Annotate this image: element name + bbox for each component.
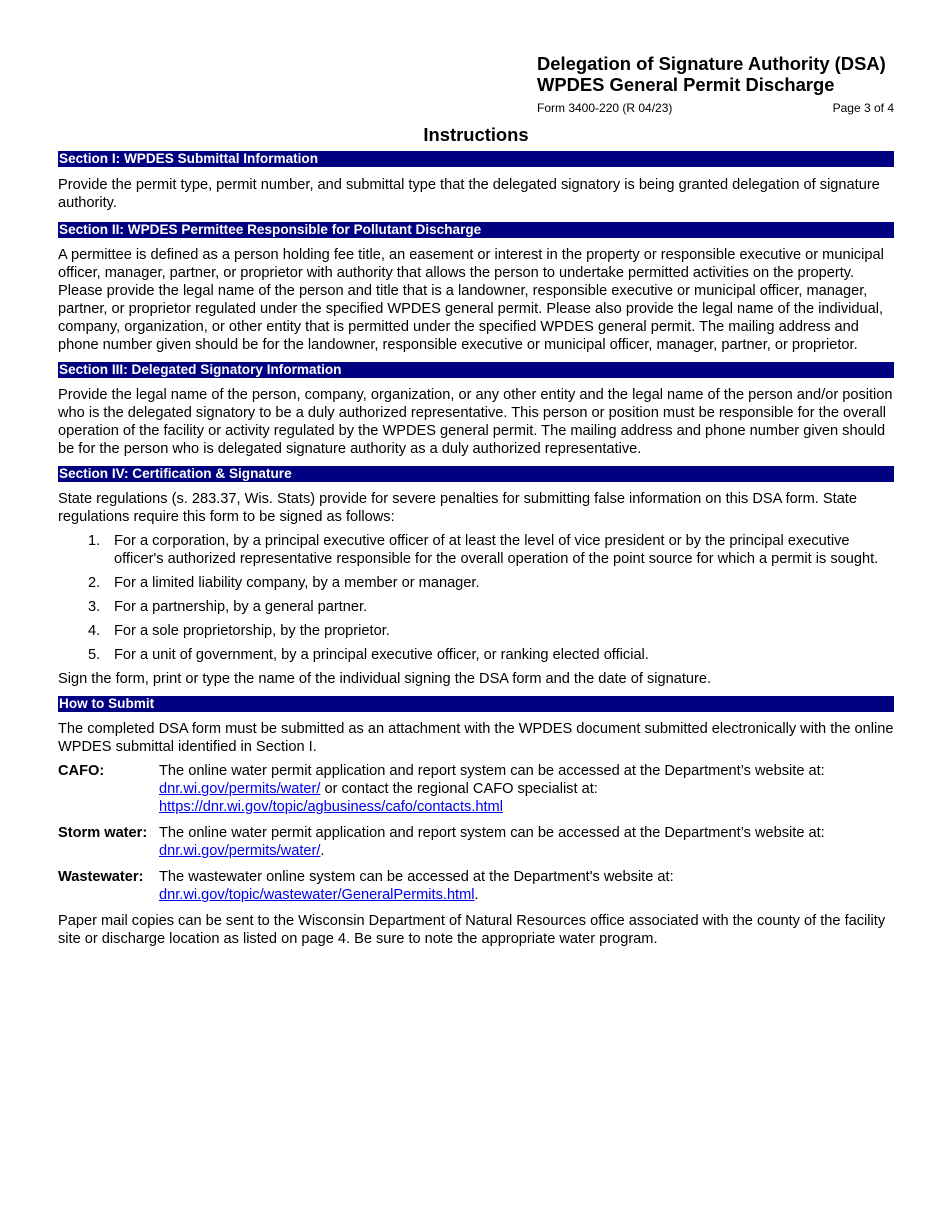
list-item-text: For a unit of government, by a principal executive officer, or ranking elected official. bbox=[114, 647, 649, 663]
list-item bbox=[58, 574, 894, 592]
cafo-contact-text: or contact the regional CAFO specialist at: bbox=[320, 781, 598, 797]
cafo-row bbox=[58, 762, 894, 816]
storm-water-label: Storm water: bbox=[58, 825, 148, 841]
list-item-number: 3. bbox=[88, 599, 101, 615]
page-number: Page 3 of 4 bbox=[832, 101, 894, 115]
section4-intro: State regulations (s. 283.37, Wis. Stats) provide for severe penalties for submitting false information on this DSA form. State regulations require this form to be signed as follows: bbox=[58, 491, 857, 525]
form-title-line2: WPDES General Permit Discharge bbox=[537, 74, 835, 95]
instructions-heading: Instructions bbox=[423, 124, 529, 145]
list-item-number: 2. bbox=[88, 575, 101, 591]
form-meta bbox=[537, 101, 894, 115]
signature-requirements-list bbox=[58, 532, 894, 664]
cafo-contacts-link[interactable]: https://dnr.wi.gov/topic/agbusiness/cafo/contacts.html bbox=[159, 799, 503, 815]
wastewater-text bbox=[159, 868, 894, 904]
form-title-line1: Delegation of Signature Authority (DSA) bbox=[537, 53, 886, 74]
wastewater-description: The wastewater online system can be accessed at the Department's website at: bbox=[159, 869, 674, 885]
list-item-text: For a limited liability company, by a member or manager. bbox=[114, 575, 480, 591]
form-header bbox=[537, 53, 894, 115]
list-item-text: For a sole proprietorship, by the proprietor. bbox=[114, 623, 390, 639]
section1-bar: Section I: WPDES Submittal Information bbox=[58, 151, 894, 167]
section3-text: Provide the legal name of the person, company, organization, or any other entity and the legal name of the person and/or position who is the delegated signatory to be a duly authorized representative. This person or position must be responsible for the overall operation of the facility or activity regulated by the WPDES general permit. The mailing address and phone number given should be for the person who is delegated signature authority as a duly authorized representative. bbox=[58, 387, 893, 457]
list-item-text: For a partnership, by a general partner. bbox=[114, 599, 368, 615]
cafo-text bbox=[159, 762, 894, 816]
wastewater-period: . bbox=[474, 887, 479, 903]
list-item bbox=[58, 532, 894, 568]
form-number: Form 3400-220 (R 04/23) bbox=[537, 101, 673, 115]
storm-water-row bbox=[58, 824, 894, 860]
section1-text: Provide the permit type, permit number, and submittal type that the delegated signatory is being granted delegation of signature authority. bbox=[58, 177, 880, 211]
list-item bbox=[58, 646, 894, 664]
cafo-description: The online water permit application and report system can be accessed at the Department’s website at: bbox=[159, 763, 825, 779]
list-item-number: 1. bbox=[88, 533, 101, 549]
section2-bar: Section II: WPDES Permittee Responsible for Pollutant Discharge bbox=[58, 222, 894, 238]
list-item-number: 4. bbox=[88, 623, 101, 639]
instructions-body bbox=[58, 151, 894, 956]
section4-closing: Sign the form, print or type the name of the individual signing the DSA form and the date of signature. bbox=[58, 671, 712, 687]
wastewater-label: Wastewater: bbox=[58, 869, 144, 885]
storm-water-text bbox=[159, 824, 894, 860]
list-item bbox=[58, 598, 894, 616]
list-item-text: For a corporation, by a principal executive officer of at least the level of vice president or by the principal executive officer's authorized representative responsible for the overall operation of the point source for which a permit is sought. bbox=[114, 533, 879, 567]
cafo-permits-link[interactable]: dnr.wi.gov/permits/water/ bbox=[159, 781, 321, 797]
section2-text: A permittee is defined as a person holding fee title, an easement or interest in the property or responsible executive or municipal officer, manager, partner, or proprietor with authority that allows the person to undertake permitted activities on the property. Please provide the legal name of the person and title that is a landowner, responsible executive or municipal officer, manager, partner, or proprietor regulated under the specified WPDES general permit. Please also provide the legal name of the individual, company, organization, or other entity that is permitted under the specified WPDES general permit. The mailing address and phone number given should be for the landowner, responsible executive or municipal officer, manager, partner, or proprietor. bbox=[58, 247, 884, 353]
section3-bar: Section III: Delegated Signatory Information bbox=[58, 362, 894, 378]
wastewater-row bbox=[58, 868, 894, 904]
wastewater-permits-link[interactable]: dnr.wi.gov/topic/wastewater/GeneralPermits.html bbox=[159, 887, 475, 903]
storm-water-description: The online water permit application and report system can be accessed at the Department’s website at: bbox=[159, 825, 825, 841]
list-item-number: 5. bbox=[88, 647, 101, 663]
section4-bar: Section IV: Certification & Signature bbox=[58, 466, 894, 482]
cafo-label: CAFO: bbox=[58, 763, 105, 779]
submit-intro: The completed DSA form must be submitted as an attachment with the WPDES document submitted electronically with the online WPDES submittal identified in Section I. bbox=[58, 721, 894, 755]
storm-water-period: . bbox=[320, 843, 325, 859]
how-to-submit-bar: How to Submit bbox=[58, 696, 894, 712]
paper-mail-text: Paper mail copies can be sent to the Wisconsin Department of Natural Resources office associated with the county of the facility site or discharge location as listed on page 4. Be sure to note the appropriate water program. bbox=[58, 913, 886, 947]
list-item bbox=[58, 622, 894, 640]
storm-water-permits-link[interactable]: dnr.wi.gov/permits/water/ bbox=[159, 843, 321, 859]
